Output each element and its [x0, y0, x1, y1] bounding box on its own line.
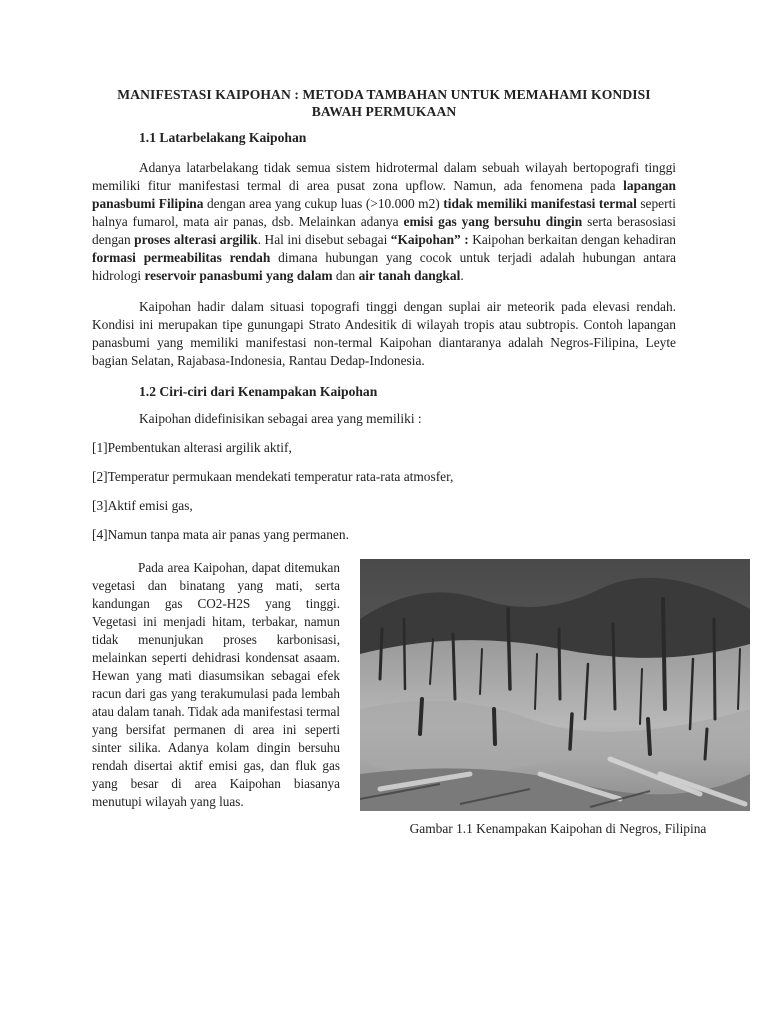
text-run: serta berasosiasi dengan [92, 214, 677, 247]
list-item: [3]Aktif emisi gas, [92, 498, 193, 513]
section-heading-2: 1.2 Ciri-ciri dari Kenampakan Kaipohan [139, 384, 378, 399]
figure-caption: Gambar 1.1 Kenampakan Kaipohan di Negros, Filipina [409, 821, 707, 836]
text-run: Kaipohan berkaitan dengan kehadiran [468, 232, 676, 247]
list-item: [2]Temperatur permukaan mendekati temperatur rata-rata atmosfer, [92, 469, 454, 484]
text-run: . [460, 268, 464, 283]
bold-phrase: reservoir panasbumi yang dalam [144, 268, 333, 283]
text-run: . Hal ini disebut sebagai [257, 232, 391, 247]
paragraph-kaipohan-area: Pada area Kaipohan, dapat ditemukan vegetasi dan binatang yang mati, serta kandungan gas CO2-H2S yang tinggi. Vegetasi ini menjadi hitam, terbakar, namun tidak menunjukan proses karbonisasi, melainkan seperti dehidrasi kondensat asaam. Hewan yang mati diasumsikan sebagai efek racun dari gas yang terakumulasi pada lembah atau dalam tanah. Tidak ada manifestasi termal yang bersifat permanen di area ini seperti sinter silika. Adanya kolam dingin bersuhu rendah disertai aktif emisi gas, dan fluk gas yang besar di area Kaipohan biasanya menutupi wilayah yang luas. [92, 560, 340, 809]
bold-phrase: tidak memiliki manifestasi termal [443, 196, 637, 211]
list-intro: Kaipohan didefinisikan sebagai area yang memiliki : [139, 411, 422, 426]
bold-phrase: proses alterasi argilik [134, 232, 258, 247]
text-run: Adanya latarbelakang tidak semua sistem hidrotermal dalam sebuah wilayah bertopografi tinggi memiliki fitur manifestasi termal di area pusat zona upflow. Namun, ada fenomena pada [92, 160, 676, 193]
kaipohan-photo [360, 559, 750, 811]
document-page [92, 86, 707, 849]
bold-phrase: air tanah dangkal [358, 268, 461, 283]
document-title: MANIFESTASI KAIPOHAN : METODA TAMBAHAN UNTUK MEMAHAMI KONDISI BAWAH PERMUKAAN [117, 87, 651, 119]
bold-phrase: lapangan panasbumi Filipina [92, 178, 676, 211]
text-run: seperti halnya fumarol, mata air panas, dsb. Melainkan adanya [92, 196, 677, 229]
bold-phrase: “Kaipohan” : [390, 232, 469, 247]
figure [360, 559, 750, 837]
paragraph-topography: Kaipohan hadir dalam situasi topografi tinggi dengan suplai air meteorik pada elevasi rendah. Kondisi ini merupakan tipe gunungapi Strato Andesitik di wilayah tropis atau subtropis. Contoh lapangan panasbumi yang memiliki manifestasi non-termal Kaipohan diantaranya adalah Negros-Filipina, Leyte bagian Selatan, Rajabasa-Indonesia, Rantau Dedap-Indonesia. [92, 299, 676, 368]
list-item: [1]Pembentukan alterasi argilik aktif, [92, 440, 292, 455]
bold-phrase: emisi gas yang bersuhu dingin [403, 214, 583, 229]
text-run: dengan area yang cukup luas (>10.000 m2) [203, 196, 444, 211]
text-run: dimana hubungan yang cocok untuk terjadi adalah hubungan antara hidrologi [92, 250, 676, 283]
list-item: [4]Namun tanpa mata air panas yang permanen. [92, 527, 349, 542]
bold-phrase: formasi permeabilitas rendah [92, 250, 271, 265]
text-run: dan [332, 268, 359, 283]
paragraph-background [92, 159, 676, 285]
figure-section [92, 559, 707, 849]
section-heading-1: 1.1 Latarbelakang Kaipohan [139, 130, 307, 145]
